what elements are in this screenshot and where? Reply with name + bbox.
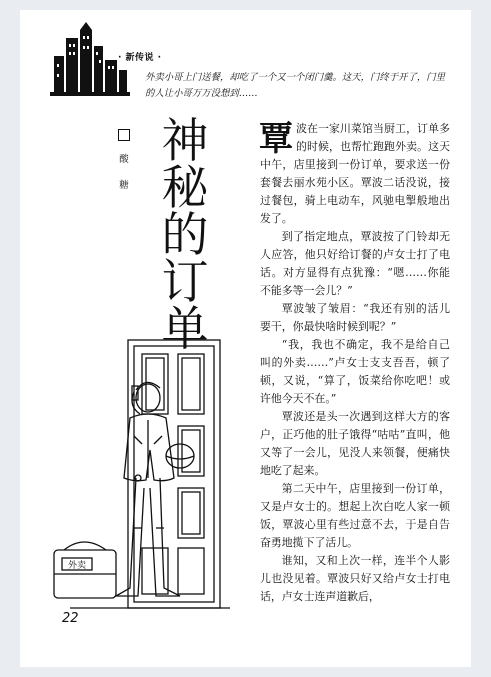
title-char: 订 [161, 255, 209, 310]
title-char: 单 [161, 302, 209, 357]
story-title [156, 114, 214, 357]
drop-cap: 覃 [259, 119, 293, 159]
paragraph-text: 波在一家川菜馆当厨工，订单多的时候，也帮忙跑跑外卖。这天中午，店里接到一份订单，要求送一份套餐去丽水苑小区。覃波二话没说，接过餐包，骑上电动车，风驰电掣般地出发了。 [260, 122, 450, 225]
title-char: 秘 [161, 161, 209, 216]
story-summary: 外卖小哥上门送餐，却吃了一个又一个闭门羹。这天，门终于开了，门里的人让小哥万万没想到…… [145, 72, 446, 99]
author-char: 糖 [119, 180, 129, 191]
paragraph: 谁知，又和上次一样，连半个人影儿也没见着。覃波只好又给卢女士打电话，卢女士连声道歉后， [260, 554, 450, 603]
author-box-icon [118, 129, 130, 141]
delivery-man-illustration [30, 328, 260, 618]
column-label: · 新传说 · [118, 53, 162, 63]
author-char: 酸 [119, 154, 129, 165]
paragraph: 覃波皱了皱眉：“我还有别的活儿要干，你最快啥时候到呢？” [260, 302, 450, 333]
magazine-page [20, 10, 471, 667]
author-byline [117, 122, 131, 199]
paragraph: 到了指定地点，覃波按了门铃却无人应答，他只好给订餐的卢女士打了电话。对方显得有点犹豫：“嗯……你能不能多等一会儿？” [260, 230, 450, 297]
article-body [260, 120, 450, 606]
paragraph: 覃波还是头一次遇到这样大方的客户，正巧他的肚子饿得“咕咕”直叫，他又等了一会儿，见没人来领餐，便痛快地吃了起来。 [260, 410, 450, 477]
title-char: 的 [161, 208, 209, 263]
page-number: 22 [62, 611, 79, 626]
paragraph: 第二天中午，店里接到一份订单，又是卢女士的。想起上次白吃人家一顿饭，覃波心里有些过意不去，于是自告奋勇地揽下了活儿。 [260, 482, 450, 549]
title-char: 神 [161, 114, 209, 169]
paragraph: “我，我也不确定，我不是给自己叫的外卖……”卢女士支支吾吾，顿了顿，又说，“算了，饭菜给你吃吧！或许他今天不在。” [260, 338, 450, 405]
bag-text: 外卖 [67, 561, 87, 571]
paragraph [260, 120, 450, 228]
